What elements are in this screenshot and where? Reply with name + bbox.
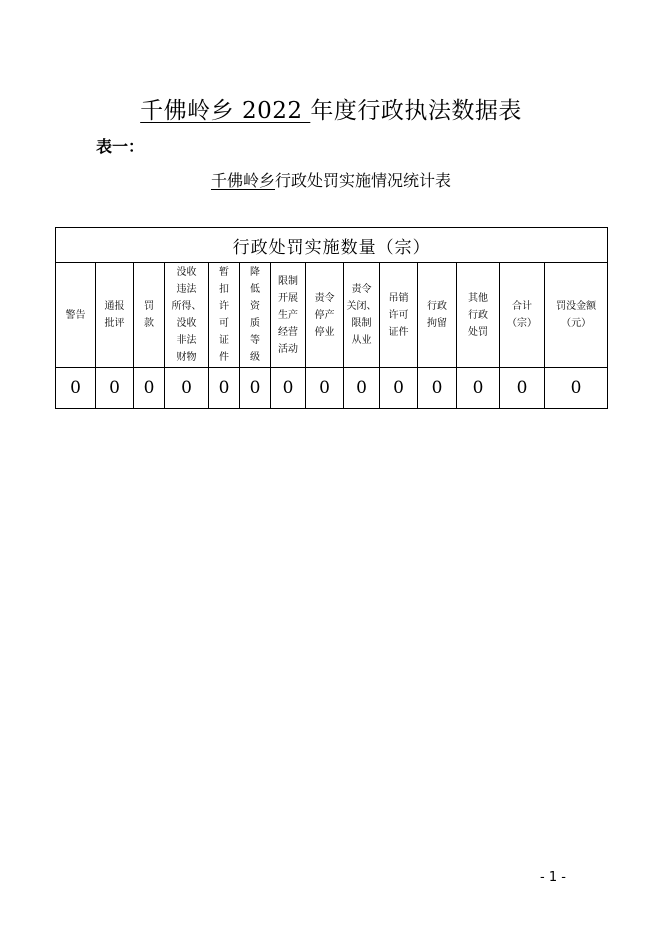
- document-title-underlined: 千佛岭乡 2022: [140, 98, 311, 124]
- value-cell: 0: [209, 368, 240, 409]
- column-header-label: 行政 拘留: [427, 301, 447, 329]
- column-header-label: 责令 关闭、 限制 从业: [346, 284, 377, 346]
- group-header: 行政处罚实施数量（宗）: [56, 228, 608, 263]
- column-header: [96, 263, 134, 368]
- penalty-statistics-table: [55, 227, 608, 409]
- column-header-label: 暂 扣 许 可 证 件: [219, 267, 229, 363]
- column-header: [271, 263, 306, 368]
- document-title-rest: 年度行政执法数据表: [310, 98, 522, 124]
- column-header-label: 责令 停产 停业: [314, 292, 335, 338]
- value-cell: 0: [500, 368, 545, 409]
- column-header: [306, 263, 344, 368]
- column-header: [240, 263, 271, 368]
- value-cell: 0: [165, 368, 209, 409]
- value-cell: 0: [457, 368, 500, 409]
- column-header: [209, 263, 240, 368]
- value-cell: 0: [380, 368, 418, 409]
- column-header: [457, 263, 500, 368]
- value-cell: 0: [418, 368, 457, 409]
- table-row: [56, 368, 608, 409]
- column-header-label: 限制 开展 生产 经营 活动: [278, 275, 298, 355]
- page-number: - 1 -: [540, 870, 566, 885]
- column-header: [165, 263, 209, 368]
- column-header-label: 通报 批评: [104, 301, 125, 329]
- value-cell: 0: [56, 368, 96, 409]
- column-header-label: 罚 款: [144, 301, 154, 329]
- document-title: [0, 96, 662, 126]
- value-cell: 0: [271, 368, 306, 409]
- column-header: [500, 263, 545, 368]
- value-cell: 0: [545, 368, 608, 409]
- column-header: [344, 263, 380, 368]
- column-header-label: 罚没金额 （元）: [556, 301, 597, 329]
- column-header-label: 其他 行政 处罚: [468, 292, 488, 338]
- value-cell: 0: [344, 368, 380, 409]
- column-header: [56, 263, 96, 368]
- column-header-row: [56, 263, 608, 368]
- table-title-rest: 行政处罚实施情况统计表: [275, 171, 452, 190]
- column-header-label: 降 低 资 质 等 级: [250, 267, 260, 363]
- column-header-label: 没收 违法 所得、 没收 非法 财物: [171, 267, 202, 363]
- value-cell: 0: [134, 368, 165, 409]
- table-title-underlined: 千佛岭乡: [210, 171, 275, 190]
- column-header-label: 吊销 许可 证件: [388, 292, 409, 338]
- table-title: [0, 170, 662, 192]
- group-header-row: [56, 228, 608, 263]
- column-header: [418, 263, 457, 368]
- value-cell: 0: [306, 368, 344, 409]
- column-header-label: 合计 （宗）: [507, 301, 537, 329]
- column-header: [545, 263, 608, 368]
- value-cell: 0: [96, 368, 134, 409]
- value-cell: 0: [240, 368, 271, 409]
- column-header: [380, 263, 418, 368]
- table-label: 表一：: [96, 137, 145, 156]
- column-header-label: 警告: [65, 309, 86, 321]
- column-header: [134, 263, 165, 368]
